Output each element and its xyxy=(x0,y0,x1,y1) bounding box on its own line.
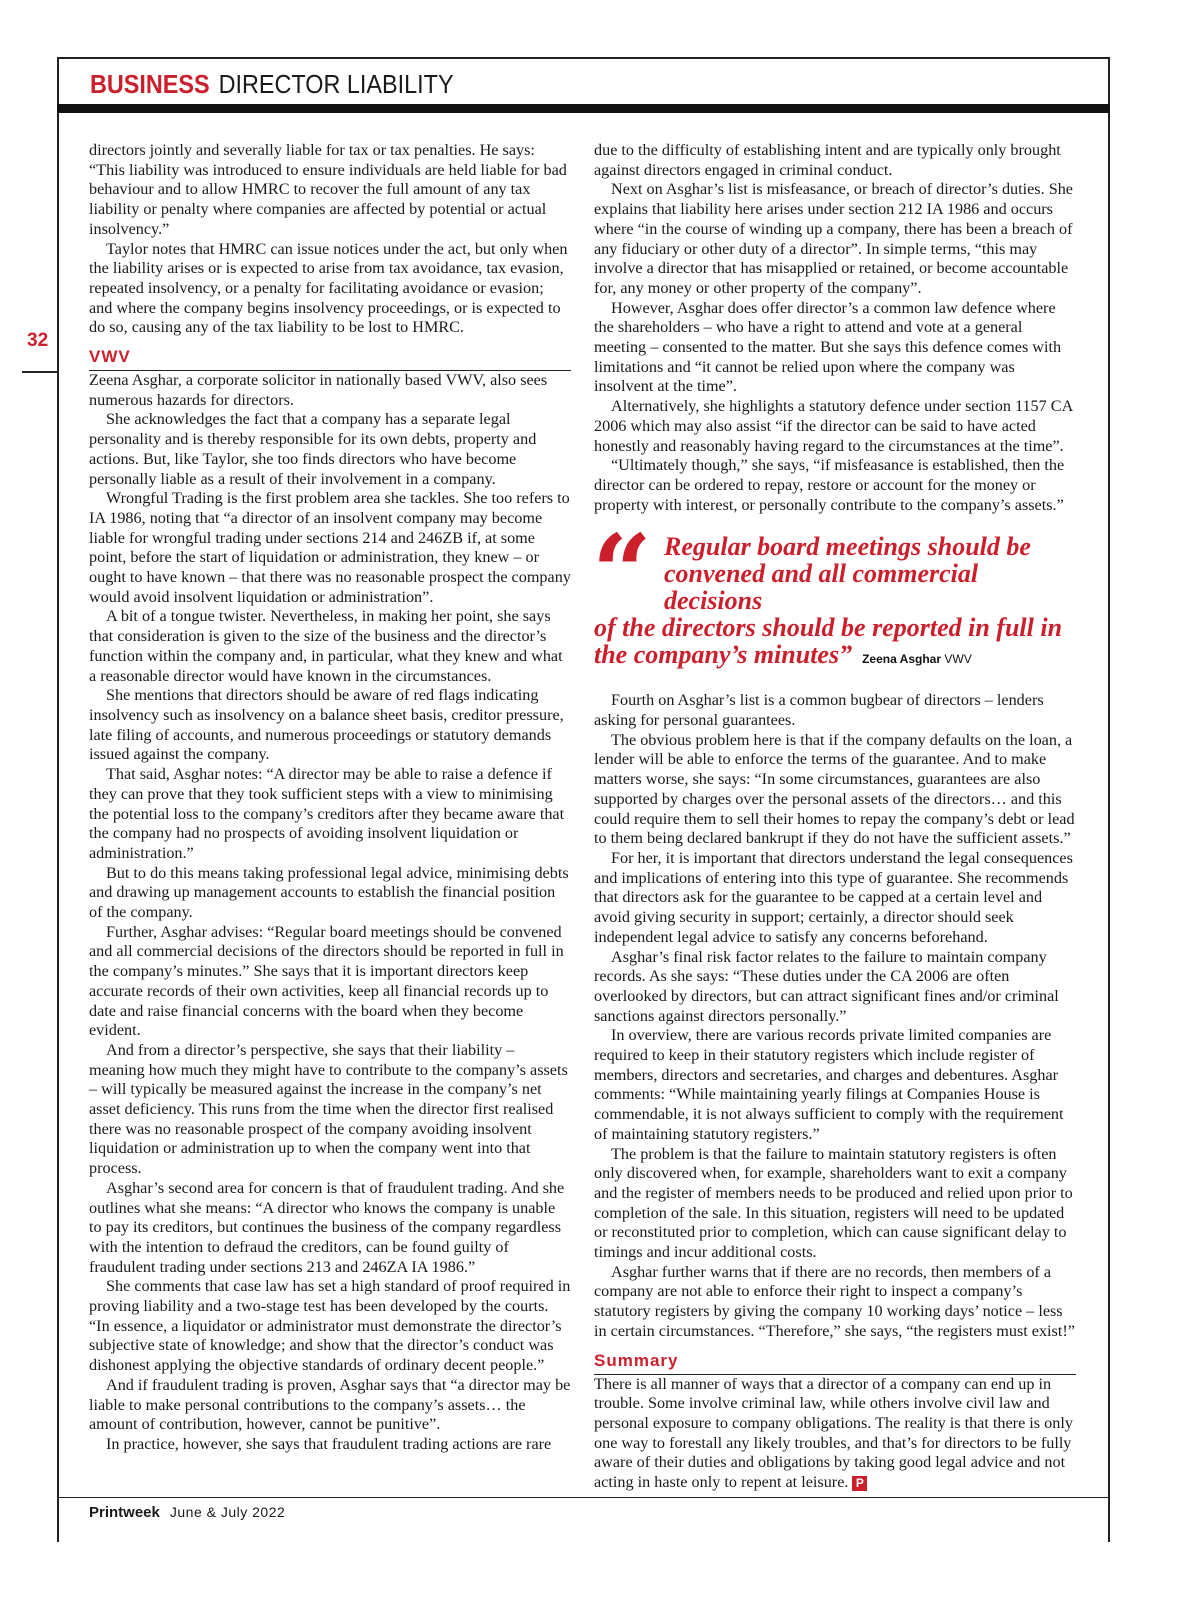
body-paragraph: Asghar’s final risk factor relates to the failure to maintain company records. As she says: “These duties under the CA 2006 are often overlooked by directors, but can attract significant fines and/or criminal sanctions against directors personally.” xyxy=(594,947,1059,1025)
subhead-vwv: VWV xyxy=(89,346,571,371)
body-paragraph: Fourth on Asghar’s list is a common bugbear of directors – lenders asking for personal guarantees. xyxy=(594,691,1044,730)
body-paragraph: She acknowledges the fact that a company has a separate legal personality and is thereby responsible for its own debts, property and actions. But, like Taylor, she too finds directors who have become personally liable as a result of their involvement in a company. xyxy=(89,410,537,488)
body-paragraph: directors jointly and severally liable for tax or tax penalties. He says: “This liability was introduced to ensure individuals are held liable for bad behaviour and to allow HMRC to recover the full amount of any tax liability or penalty where companies are affected by potential or actual insolvency.” xyxy=(89,141,567,238)
body-paragraph: Further, Asghar advises: “Regular board meetings should be convened and all commercial decisions of the directors should be reported in full in the company’s minutes.” She says that it is important directors keep accurate records of their own activities, keep all financial records up to date and raise financial concerns with the board when they become evident. xyxy=(89,922,564,1040)
page-header xyxy=(90,64,454,104)
page-frame-top xyxy=(57,57,1110,59)
body-paragraph: The problem is that the failure to maintain statutory registers is often only discovered when, for example, shareholders want to exit a company and the register of members needs to be produced and relied upon prior to completion of the sale. In this situation, registers will need to be updated or reconstituted prior to completion, which can cause significant delay to timings and incur additional costs. xyxy=(594,1144,1073,1262)
body-paragraph: In overview, there are various records private limited companies are required to keep in their statutory registers which include register of members, directors and secretaries, and charges and debentures. Asghar comments: “While maintaining yearly filings at Companies House is commendable, it is not always sufficient to comply with the requirement of maintaining statutory registers.” xyxy=(594,1026,1064,1143)
header-rule xyxy=(57,104,1110,113)
section-label: BUSINESS xyxy=(90,69,210,99)
pull-quote-text: of the directors should be reported in full in the company’s minutes” xyxy=(594,613,1063,670)
page-number: 32 xyxy=(27,330,49,351)
body-paragraph: For her, it is important that directors understand the legal consequences and implications of entering into this type of guarantee. She recommends that directors ask for the guarantee to be capped at a certain level and avoid giving security in support; certainly, a director should seek independent legal advice to satisfy any concerns beforehand. xyxy=(594,848,1073,946)
footer-issue-date: June & July 2022 xyxy=(169,1504,286,1520)
quote-attribution-org: VWV xyxy=(944,652,972,667)
page-frame-left xyxy=(57,57,59,1542)
pull-quote-line: Regular board meetings should be xyxy=(664,532,1031,562)
footer-rule xyxy=(57,1497,1110,1498)
right-column xyxy=(594,141,1076,1493)
body-paragraph: “Ultimately though,” she says, “if misfeasance is established, then the director can be ordered to repay, restore or account for the money or property with interest, or personally contribute to the company’s assets.” xyxy=(594,456,1065,514)
quote-attribution xyxy=(862,652,972,666)
body-paragraph: A bit of a tongue twister. Nevertheless, in making her point, she says that consideration is given to the size of the business and the director’s function within the company and, in particular, what they knew and what a reasonable director would have known in the circumstances. xyxy=(89,607,563,685)
body-paragraph: And if fraudulent trading is proven, Asghar says that “a director may be liable to make personal contributions to the company’s assets… the amount of contribution, however, cannot be punitive”. xyxy=(89,1375,571,1434)
pull-quote xyxy=(592,511,1076,673)
body-paragraph: But to do this means taking professional legal advice, minimising debts and drawing up management accounts to establish the financial position of the company. xyxy=(89,863,569,922)
body-paragraph: She comments that case law has set a high standard of proof required in proving liability and a two-stage test has been developed by the courts. “In essence, a liquidator or administrator must demonstrate the director’s subjective state of knowledge; and show that the director’s conduct was dishonest applying the objective standards of ordinary decent people.” xyxy=(89,1277,571,1375)
body-paragraph: And from a director’s perspective, she says that their liability – meaning how much they might have to contribute to the company’s assets – will typically be measured against the increase in the company’s net asset deficiency. This runs from the time when the director first realised there was no reasonable prospect of the company avoiding insolvent liquidation or administration up to when the company went into that process. xyxy=(89,1040,568,1178)
pull-quote-line: convened and all commercial decisions xyxy=(664,559,979,616)
summary-text: There is all manner of ways that a director of a company can end up in trouble. Some involve criminal law, while others involve civil law and personal exposure to company obligations. The reality is that there is only one way to forestall any likely troubles, and that’s for directors to be fully aware of their duties and obligations by taking good legal advice and not acting in haste only to repent at leisure. xyxy=(594,1374,1073,1492)
body-paragraph: Zeena Asghar, a corporate solicitor in nationally based VWV, also sees numerous hazards for directors. xyxy=(89,371,548,409)
body-paragraph: Next on Asghar’s list is misfeasance, or breach of director’s duties. She explains that liability here arises under section 212 IA 1986 and occurs where “in the course of winding up a company, there has been a breach of any fiduciary or other duty of a director”. In simple terms, “this may involve a director that has misapplied or retained, or become accountable for, any money or other property of the company”. xyxy=(594,180,1073,297)
page-frame-right xyxy=(1108,57,1110,1542)
quote-mark-icon: “ xyxy=(592,511,652,635)
quote-attribution-name: Zeena Asghar xyxy=(862,652,942,667)
body-paragraph: Taylor notes that HMRC can issue notices under the act, but only when the liability arises or is expected to arise from tax avoidance, tax evasion, repeated insolvency, or a penalty for facilitating avoidance or evasion; and where the company begins insolvency proceedings, or is expected to do so, causing any of the tax liability to be lost to HMRC. xyxy=(89,239,568,337)
end-mark-icon: P xyxy=(852,1476,867,1491)
topic-label: DIRECTOR LIABILITY xyxy=(218,69,454,99)
body-paragraph: Alternatively, she highlights a statutory defence under section 1157 CA 2006 which may also assist “if the director can be said to have acted honestly and reasonably having regard to the circumstances at the time”. xyxy=(594,397,1073,455)
page-number-rule xyxy=(22,371,59,373)
body-paragraph: The obvious problem here is that if the company defaults on the loan, a lender will be able to enforce the terms of the guarantee. And to make matters worse, she says: “In some circumstances, guarantees are also supported by charges over the personal assets of the directors… and this could require them to sell their homes to repay the company’s debt or lead to them being declared bankrupt if they do not have the sufficient assets.” xyxy=(594,730,1075,848)
body-paragraph: She mentions that directors should be aware of red flags indicating insolvency such as insolvency on a balance sheet basis, creditor pressure, late filing of accounts, and numerous proceedings or statutory demands issued against the company. xyxy=(89,686,564,764)
body-paragraph: That said, Asghar notes: “A director may be able to raise a defence if they can prove that they took sufficient steps with a view to minimising the potential loss to the company’s creditors after they became aware that the company had no prospects of avoiding insolvent liquidation or administration.” xyxy=(89,765,565,862)
summary-heading: Summary xyxy=(594,1350,1076,1375)
body-paragraph: due to the difficulty of establishing intent and are typically only brought against directors engaged in criminal conduct. xyxy=(594,141,1061,179)
left-column xyxy=(89,141,571,1455)
body-paragraph: Wrongful Trading is the first problem area she tackles. She too refers to IA 1986, noting that “a director of an insolvent company may become liable for wrongful trading under sections 214 and 246ZB if, at some point, before the start of liquidation or administration, they knew – or ought to have known – that there was no reasonable prospect the company would avoid insolvent liquidation or administration”. xyxy=(89,489,571,606)
summary-paragraph xyxy=(594,1375,1076,1493)
body-paragraph: In practice, however, she says that fraudulent trading actions are rare xyxy=(106,1435,552,1453)
body-paragraph: However, Asghar does offer director’s a common law defence where the shareholders – who have a right to attend and vote at a general meeting – consented to the matter. But she says this defence comes with limitations and “it cannot be relied upon where the company was insolvent at the time”. xyxy=(594,298,1062,396)
body-paragraph: Asghar further warns that if there are no records, then members of a company are not able to enforce their right to inspect a company’s statutory registers by giving the company 10 working days’ notice – less in certain circumstances. “Therefore,” she says, “the registers must exist!” xyxy=(594,1262,1075,1340)
page-footer xyxy=(89,1504,285,1521)
body-paragraph: Asghar’s second area for concern is that of fraudulent trading. And she outlines what she means: “A director who knows the company is unable to pay its creditors, but continues the business of the company regardless with the intention to defraud the creditors, can be found guilty of fraudulent trading under sections 213 and 246ZA IA 1986.” xyxy=(89,1178,565,1276)
footer-brand: Printweek xyxy=(89,1504,160,1521)
